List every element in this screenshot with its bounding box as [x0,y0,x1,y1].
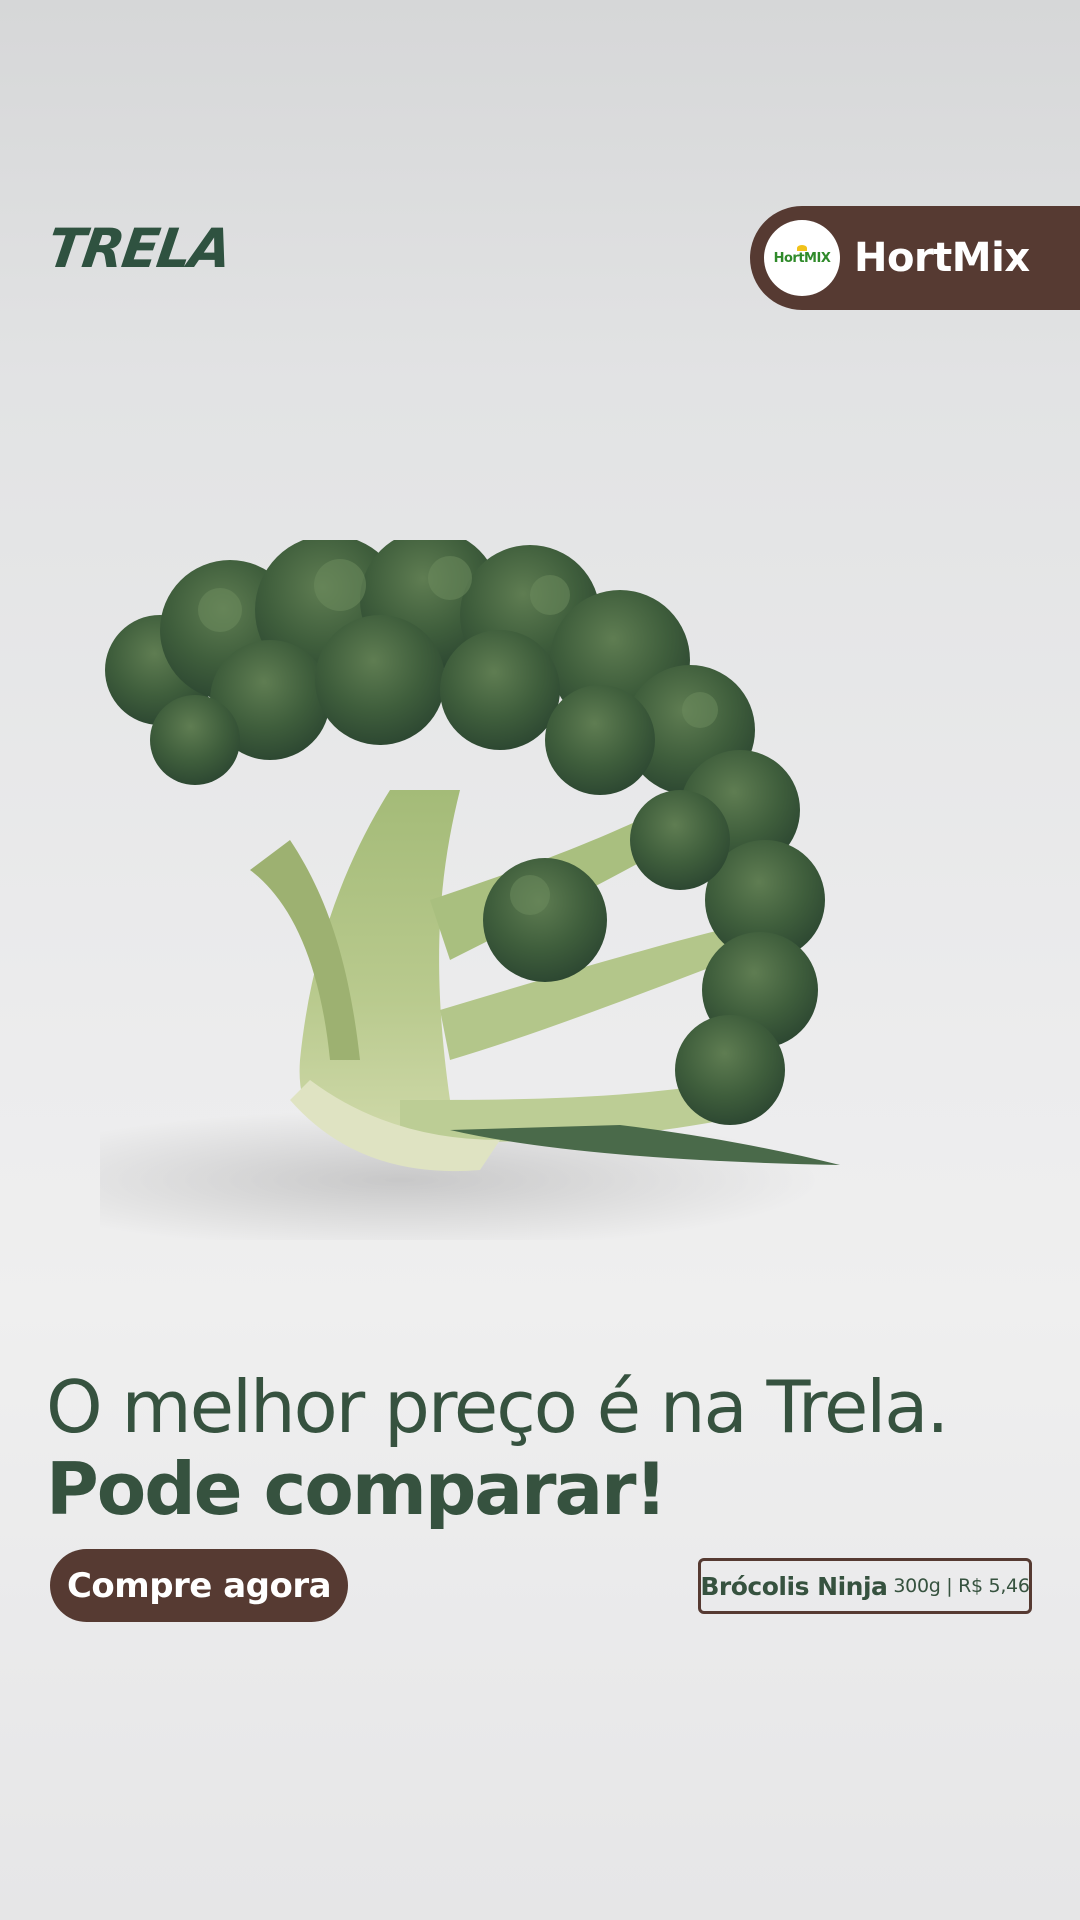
buy-now-button[interactable]: Compre agora [50,1549,348,1622]
trela-logo[interactable]: TRELA [43,217,235,280]
product-price: 300g | R$ 5,46 [893,1575,1030,1597]
partner-name: HortMix [854,235,1030,281]
headline-line-1: O melhor preço é na Trela. [46,1365,948,1449]
product-name: Brócolis Ninja [700,1571,888,1601]
leaf-icon [797,245,807,251]
headline-line-2: Pode comparar! [46,1447,666,1531]
hortmix-logo-icon [764,220,840,296]
headline [46,1362,1046,1531]
partner-pill [750,206,1080,310]
partner-badge-text: HortMIX [773,250,831,266]
broccoli-image [100,540,920,1240]
price-tag [698,1558,1032,1614]
